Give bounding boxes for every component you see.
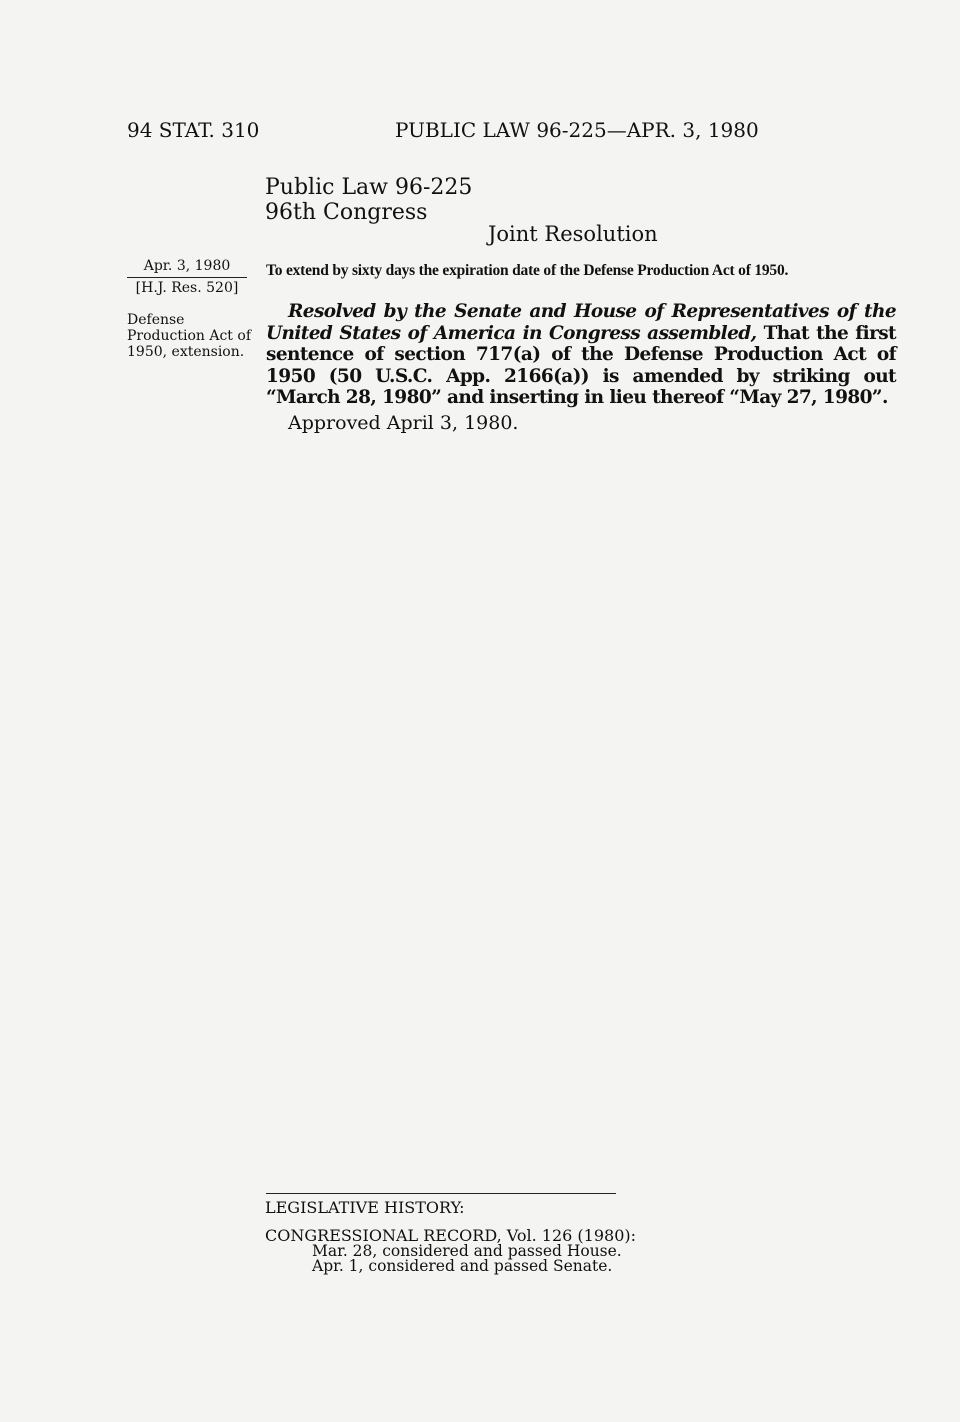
margin-date: Apr. 3, 1980: [127, 258, 247, 278]
congressional-record: CONGRESSIONAL RECORD, Vol. 126 (1980):: [265, 1226, 636, 1245]
resolution-text: [266, 301, 896, 409]
purpose-statement: To extend by sixty days the expiration date of the Defense Production Act of 1950.: [266, 262, 789, 279]
running-title: PUBLIC LAW 96-225—APR. 3, 1980: [395, 118, 759, 142]
enacting-clause: Resolved by the Senate and House of Representatives of the United States of America in Congress assembled,: [266, 301, 896, 344]
margin-note: Defense Production Act of 1950, extension.: [127, 312, 251, 360]
footnote-divider: [266, 1193, 616, 1194]
document-type: Joint Resolution: [488, 222, 658, 246]
margin-bill-number: [H.J. Res. 520]: [135, 280, 239, 296]
history-action: Apr. 1, considered and passed Senate.: [312, 1257, 613, 1275]
stat-reference: 94 STAT. 310: [127, 118, 260, 142]
history-action: Mar. 28, considered and passed House.: [312, 1242, 622, 1260]
approval-date: Approved April 3, 1980.: [288, 412, 519, 434]
legislative-history-title: LEGISLATIVE HISTORY:: [265, 1198, 465, 1217]
law-number: Public Law 96-225: [265, 175, 473, 200]
resolution-body: That the first sentence of section 717(a) of the Defense Production Act of 1950 (50 U.S.C. App. 2166(a)) is amended by striking out “March 28, 1980” and inserting in lieu thereof “May 27, 1980”.: [266, 322, 896, 408]
bleed-through-mark: [680, 170, 890, 220]
congress: 96th Congress: [265, 200, 428, 225]
